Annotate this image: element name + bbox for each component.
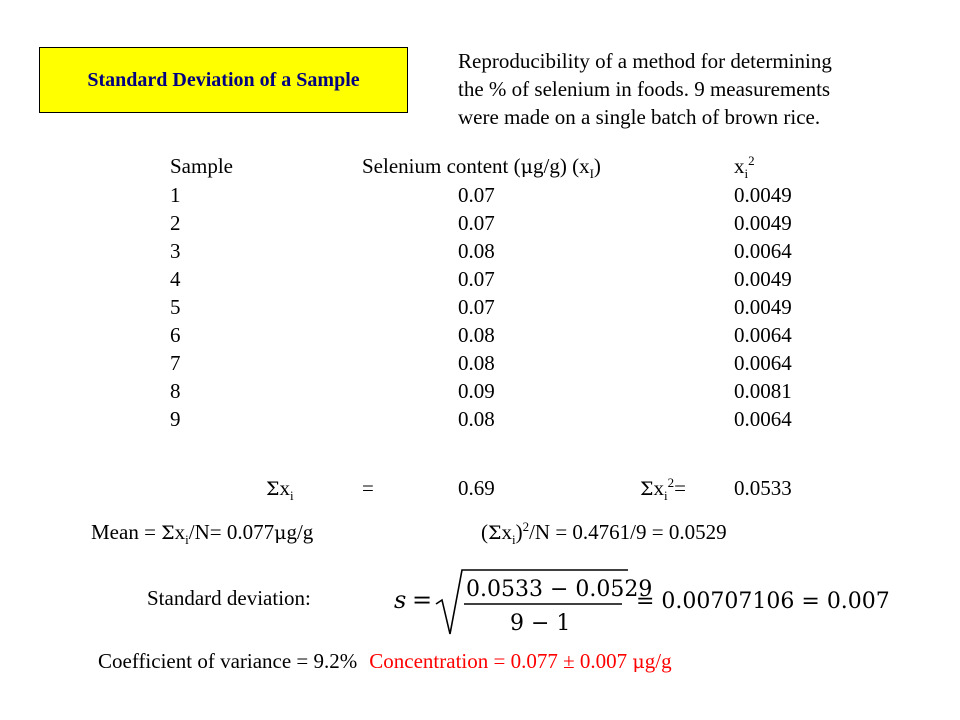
formula-eq1: = — [412, 586, 433, 614]
description-line: Reproducibility of a method for determining — [458, 49, 832, 73]
row-sample: 6 — [170, 323, 181, 347]
row-value: 0.07 — [458, 267, 495, 291]
header-selenium — [362, 154, 601, 182]
sq-sub: i — [511, 532, 516, 548]
title-box — [39, 47, 408, 113]
row-sample: 4 — [170, 267, 181, 291]
sq-x: x — [501, 520, 512, 544]
row-square: 0.0064 — [734, 239, 792, 263]
row-value: 0.08 — [458, 407, 495, 431]
sum-x-sub: i — [289, 488, 294, 504]
row-value: 0.08 — [458, 239, 495, 263]
row-square: 0.0064 — [734, 407, 792, 431]
row-value: 0.07 — [458, 211, 495, 235]
sum-value: 0.69 — [458, 476, 495, 500]
row-sample: 9 — [170, 407, 181, 431]
sq-close: ) — [515, 520, 523, 544]
description-line: were made on a single batch of brown rice. — [458, 105, 821, 129]
square-of-sum-line — [481, 519, 727, 548]
conc-a: Concentration = 0.077 ± 0.007 — [369, 649, 633, 673]
conc-b: g/g — [644, 649, 672, 673]
sq-open: ( — [481, 520, 488, 544]
description-line: the % of selenium in foods. 9 measurements — [458, 77, 831, 101]
row-square: 0.0049 — [734, 295, 792, 319]
cv-text: Coefficient of variance = 9.2% — [98, 649, 358, 673]
formula-numerator: 0.0533 − 0.0529 — [466, 577, 653, 602]
header-selenium-post: g/g) (x — [533, 154, 590, 178]
sq-rest: /N = 0.4761/9 = 0.0529 — [529, 520, 727, 544]
header-selenium-end: ) — [593, 154, 601, 178]
sigma-symbol: Σ — [640, 478, 654, 500]
description — [458, 47, 832, 131]
formula-result: = 0.00707106 = 0.007 — [636, 589, 890, 614]
row-value: 0.08 — [458, 323, 495, 347]
row-value: 0.09 — [458, 379, 495, 403]
mean-x: x — [174, 520, 186, 544]
header-sq-base: x — [734, 154, 745, 178]
sigma-symbol: Σ — [488, 522, 502, 544]
header-selenium-sub: I — [589, 166, 594, 182]
row-square: 0.0049 — [734, 211, 792, 235]
sum-eq: = — [362, 476, 374, 500]
sigma-symbol: Σ — [161, 522, 175, 544]
row-sample: 5 — [170, 295, 181, 319]
concentration-text — [369, 649, 671, 673]
row-value: 0.08 — [458, 351, 495, 375]
row-square: 0.0049 — [734, 183, 792, 207]
header-square — [734, 153, 755, 182]
row-square: 0.0081 — [734, 379, 792, 403]
cv-line — [98, 651, 672, 672]
row-sample: 1 — [170, 183, 181, 207]
mean-text-b: /N= 0.077 — [188, 520, 275, 544]
stddev-formula — [390, 566, 890, 646]
mean-line — [91, 520, 314, 548]
mu-symbol: μ — [632, 651, 645, 673]
header-sq-sub: i — [744, 166, 749, 182]
sum-sq-label — [640, 475, 686, 504]
header-selenium-pre: Selenium content ( — [362, 154, 521, 178]
sq-exp: 2 — [522, 519, 530, 534]
sum-sq-value: 0.0533 — [734, 476, 792, 500]
row-sample: 7 — [170, 351, 181, 375]
sum-sq-exp: 2 — [667, 475, 675, 490]
mu-symbol: μ — [274, 522, 287, 544]
row-square: 0.0049 — [734, 267, 792, 291]
sum-x-label — [266, 476, 294, 504]
row-sample: 2 — [170, 211, 181, 235]
sigma-symbol: Σ — [266, 478, 280, 500]
mean-sub: i — [185, 532, 189, 548]
row-sample: 8 — [170, 379, 181, 403]
page-title: Standard Deviation of a Sample — [87, 68, 360, 91]
row-value: 0.07 — [458, 183, 495, 207]
sum-sq-eq: = — [674, 476, 686, 500]
row-square: 0.0064 — [734, 351, 792, 375]
header-sq-sup: 2 — [748, 153, 755, 168]
formula-s: s — [394, 586, 407, 614]
stddev-label: Standard deviation: — [147, 586, 311, 610]
mu-symbol: μ — [520, 156, 533, 178]
row-value: 0.07 — [458, 295, 495, 319]
sum-sq-sub: i — [663, 488, 668, 504]
sum-sq-var: x — [653, 476, 664, 500]
formula-denominator: 9 − 1 — [510, 611, 571, 636]
header-sample: Sample — [170, 154, 233, 178]
mean-text-c: g/g — [286, 520, 314, 544]
mean-text-a: Mean = — [91, 520, 162, 544]
row-square: 0.0064 — [734, 323, 792, 347]
row-sample: 3 — [170, 239, 181, 263]
sum-x-var: x — [279, 476, 290, 500]
